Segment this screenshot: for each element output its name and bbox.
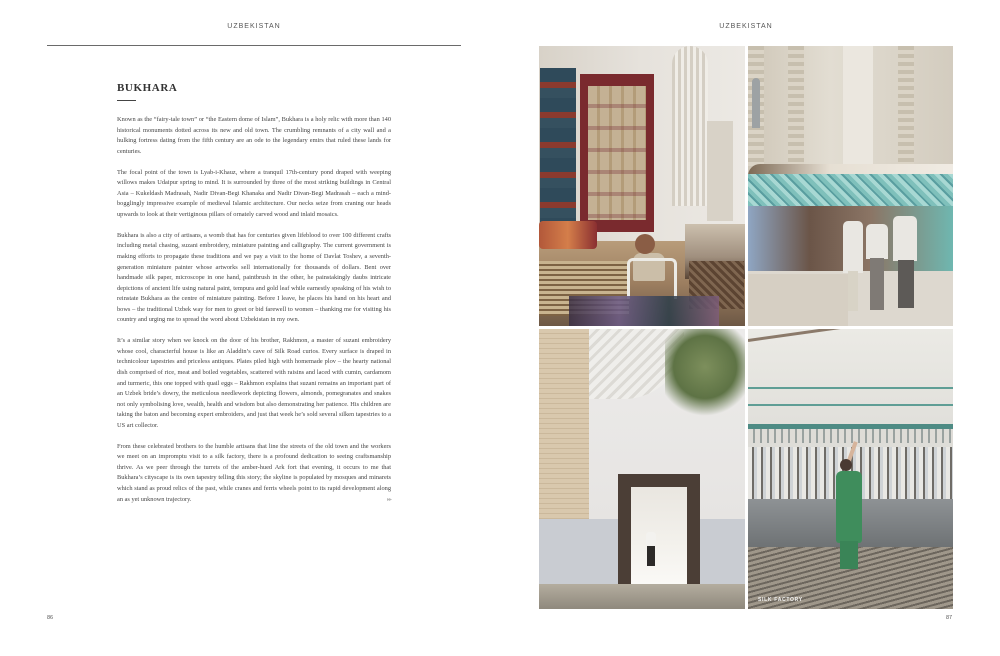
photo-silk-factory (748, 329, 953, 609)
running-head: UZBEKISTAN (227, 23, 281, 30)
paragraph: The focal point of the town is Lyab-i-Khauz, where a tranquil 17th-century pond draped with weeping willows makes Udaipur spring to mind. It is surrounded by three of the most striking buildings in Central Asia – Kukeldash Madrasah, Nadir Divan-Begi Khanaka and Nadir Divan-Begi Madrasah – each a mind-bogglingly impressive example of medieval Islamic architecture. Our necks seize from craning our heads upwards to look at their vertiginous pillars of ornately carved wood and inlaid mosaics. (117, 168, 391, 218)
paragraph: From these celebrated brothers to the humble artisans that line the streets of the old town and the workers we meet on an impromptu visit to a silk factory, there is a profound dedication to seeing craftsmanship thrive. As we peer through the turrets of the amber-hued Ark fort that evening, it occurs to me that Bukhara’s cityscape is its own tapestry telling this story; the skyline is populated by mosques and minarets which stand as proud relics of the past, while cranes and ferris wheels point to its rapid development along an as yet unknown trajectory. (117, 442, 391, 503)
photo-doorway (539, 329, 745, 609)
page-number: 86 (47, 615, 54, 621)
title-underline (117, 100, 136, 101)
running-head: UZBEKISTAN (719, 23, 773, 30)
paragraph: Bukhara is also a city of artisans, a womb that has for centuries given lifeblood to over 100 different crafts including metal chasing, suzani embroidery, miniature painting and calligraphy. The current government is making efforts to propagate these traditions and we pay a visit to the home of Davlat Toshev, a seventh-generation miniature painter whose artworks sell internationally for thousands of dollars. Bent over handmade silk paper, microscope in one hand, paintbrush in the other, he painstakingly daubs intricate depictions of ancient life using natural paint, tempura and gold leaf while earnestly speaking of his wish to reinstate Bukhara as the centre of miniature painting. Before I leave, he places his hand on his heart and bows – the traditional Uzbek way for men to greet or bid farewell to women – thanking me for visiting his country and urging me to spread the word about Uzbekistan in my own. (117, 231, 391, 324)
header-rule (47, 45, 461, 46)
photo-carpet-shop (539, 46, 745, 326)
article-title: BUKHARA (117, 82, 178, 94)
paragraph: Known as the “fairy-tale town” or “the Eastern dome of Islam”, Bukhara is a holy relic with more than 140 historical monuments dotted across its new and old town. The crumbling remnants of a city wall and a hulking fortress dating from the fifth century are an ode to the legendary emirs that ruled these lands for centuries. (117, 116, 391, 155)
photo-caption: SILK FACTORY (758, 597, 803, 603)
article-body (117, 115, 391, 516)
page-number: 87 (946, 615, 953, 621)
paragraph-last (117, 442, 391, 505)
continued-arrow-icon: ▸▸ (386, 496, 391, 503)
photo-market-stall (748, 46, 953, 326)
paragraph: It’s a similar story when we knock on the door of his brother, Rakhmon, a master of suzani embroidery whose cool, characterful house is like an Aladdin’s cave of Silk Road curios. Every surface is draped in technicolour tapestries and priceless antiques. Plates piled high with homemade plov – the hearty national dish comprised of rice, meat and boiled vegetables, scattered with raisins and laced with cumin, cardamom and turmeric, this one topped with quail eggs – Rakhmon explains that suzani remains an important part of an Uzbek bride’s dowry, the meticulous needlework depicting flowers, almonds, pomegranates and snakes not only symbolising love, wealth, health and wisdom but also demonstrating her patience. His children are taking the baton and becoming expert embroiders, and just that week he’s sold several silken tapestries to a US art collector. (117, 337, 391, 429)
right-page (500, 0, 1000, 656)
